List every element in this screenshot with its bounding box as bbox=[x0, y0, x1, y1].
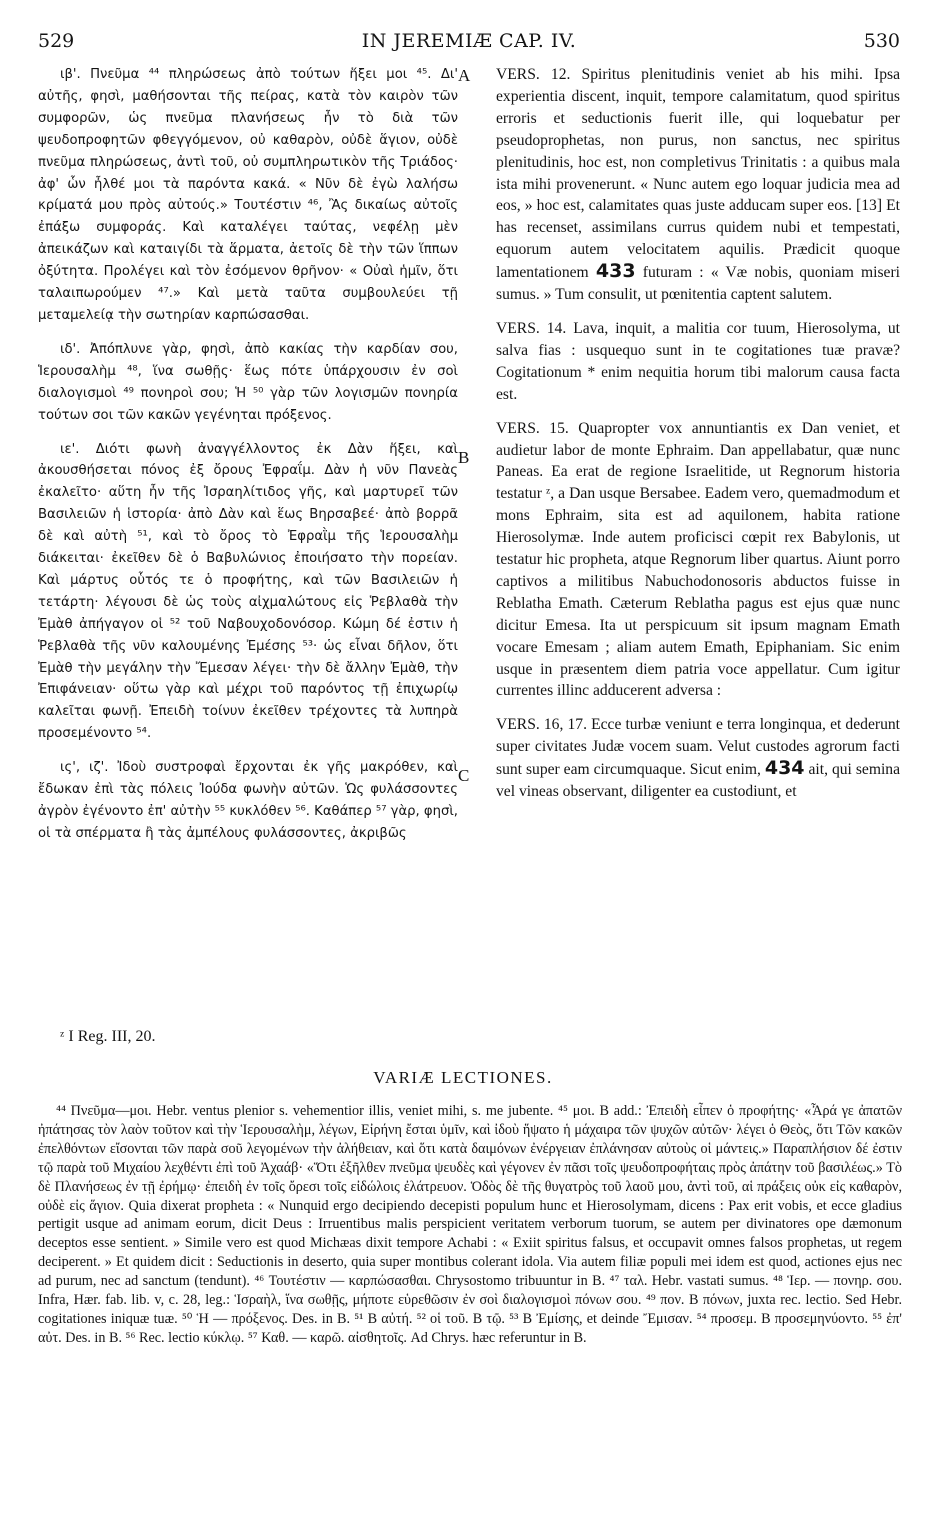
latin-paragraph bbox=[496, 64, 900, 306]
page-number-left: 529 bbox=[38, 30, 75, 52]
margin-letter-a: A bbox=[458, 66, 471, 85]
variae-text: ⁴⁴ Πνεῦμα—μοι. Hebr. ventus plenior s. vehementior illis, veniet mihi, s. me jubente. ⁴⁵ μοι. B add.: Ἐπειδὴ εἶπεν ὁ προφήτης· «Ἆρά γε ἀπατῶν ἠπάτησας τὸν λαὸν τοῦτον καὶ τὴν Ἱερουσαλὴμ, λέγων, Εἰρήνη ἔσται ὑμῖν, καὶ ἰδοὺ ἥψατο ἡ μάχαιρα τῶν ψυχῶν αὐτῶν· λέγει ὁ Θεὸς, ὅτι Τῶν κακῶν ἐπελθόντων εἴσονται τῶν παρὰ σοῦ λεγομένων τὴν ἀλήθειαν, καὶ ὅτι κατὰ δαιμόνων ἐνέργειαν ἐπλάνησαν αὐτοὺς οἱ μάντεις.» Παραπλήσιον δέ ἐστιν τῷ παρὰ τοῦ Μιχαίου λεχθέντι ἐπὶ τοῦ Ἀχαάβ· «Ὅτι ἐξῆλθεν πνεῦμα ψευδὲς καὶ γέγονεν ἐν πᾶσι τοῖς ψευδοπροφήταις πρὸς ἀπάτην τοῦ βασιλέως.» Τὸ δὲ Πλανήσεως ἐν τῇ ἐρήμῳ· ἐπειδὴ ἐν τοῖς ὄρεσι τοῖς εἰδώλοις ἐλάτρευον. Ὁδὸς δὲ τῆς θυγατρὸς τοῦ λαοῦ μου, ἀντὶ τοῦ, αἱ πράξεις οὐκ εἰς καθαρὸν, οὐδὲ εἰς ἅγιον. Quia dixerat propheta : « Nunquid ergo decipiendo decepisti populum hunc et Hierosolymam, dicens : Pax erit vobis, et ecce gladius pertigit usque ad animam eorum, dicit Deus : Irruentibus malis perspicient veritatem verborum tuorum, se autem per divinatores ope dæmonum deceptos esse sentient. » Simile vero est quod Michæas dixit tempore Achabi : « Exiit spiritus falsus, et occupavit omnes falsos prophetas, ut regem deciperent. » Et quidem dicit : Seductionis in deserto, quia super montibus colerant idola. Via autem filiæ populi mei idem est quod, actiones ejus nec ad purum, nec ad sanctum (tendunt). ⁴⁶ Τουτέστιν — καρπώσασθαι. Chrysostomo tribuuntur in B. ⁴⁷ ταλ. Hebr. vastati sumus. ⁴⁸ Ἱερ. — πονηρ. σου. Infra, Hær. fab. lib. v, c. 28, leg.: Ἱσραὴλ, ἵνα σωθῇς, μήποτε εὑρεθῶσιν ἐν σοὶ διαλογισμοὶ πόνων σου. ⁴⁹ πον. B πόνων, juxta rec. lectio. Sed Hebr. cogitationes iniquæ tuæ. ⁵⁰ Ἡ — πρόξενος. Des. in B. ⁵¹ B αὐτή. ⁵² οἱ τοῦ. B τῷ. ⁵³ B Ἐμίσης, et deinde Ἔμισαν. ⁵⁴ προσεμ. B προσεμηνύοντο. ⁵⁵ ἐπ' αὐτ. Des. in B. ⁵⁶ Rec. lectio κύκλῳ. ⁵⁷ Καθ. — καρῶ. αἰσθητοῖς. Ad Chrys. hæc referuntur in B. bbox=[38, 1103, 902, 1346]
margin-letter-c: C bbox=[458, 766, 470, 785]
greek-paragraph: ιε'. Διότι φωνὴ ἀναγγέλλοντος ἐκ Δὰν ἥξει, καὶ ἀκουσθήσεται πόνος ἐξ ὄρους Ἐφραΐμ. Δὰν ἡ νῦν Πανεὰς ἐκαλεῖτο· αὕτη ἦν τῆς Ἰσραηλίτιδος γῆς, καὶ μαρτυρεῖ τῶν Βασιλειῶν ἡ ἱστορία· ἀπὸ Δὰν καὶ ἕως Βηρσαβεέ· ἀπὸ βορρᾶ δὲ καὶ αὐτὴ ⁵¹, καὶ τὸ ὄρος τὸ Ἐφραῒμ τῆς Ἱερουσαλὴμ διάκειται· ἐκεῖθεν δὲ ὁ Βαβυλώνιος ἐποιήσατο τὴν πορείαν. Καὶ μάρτυς οὗτός τε ὁ προφήτης, καὶ τῶν Βασιλειῶν ἡ τετάρτη· λέγουσι δὲ ὡς τοὺς αἰχμαλώτους εἰς Ῥεβλαθὰ τὴν Ἐμὰθ ἀπήγαγον οἱ ⁵² τοῦ Ναβουχοδονόσορ. Κώμη δέ ἐστιν ἡ Ῥεβλαθὰ τῆς νῦν καλουμένης Ἐμέσης ⁵³· ὡς εἶναι δῆλον, ὅτι Ἐμὰθ τὴν μεγάλην τὴν Ἔμεσαν λέγει· τὴν δὲ ἄλλην Ἐμὰθ, τὴν Ἐπιφάνειαν· οὕτω γὰρ καὶ μέχρι τοῦ παρόντος τῇ ἐπιχωρίῳ καλεῖται φωνῇ. Ἐπειδὴ τοίνυν ἐκεῖθεν τρέχοντες τὰ λυπηρὰ προσεμένοντο ⁵⁴. bbox=[38, 441, 458, 742]
variae-lectiones-title: VARIÆ LECTIONES. bbox=[373, 1068, 553, 1087]
greek-paragraph: ιβ'. Πνεῦμα ⁴⁴ πληρώσεως ἀπὸ τούτων ἥξει μοι ⁴⁵. Δι' αὐτῆς, φησὶ, μαθήσονται τῆς πείρας, κατὰ τὸν καιρὸν τῶν συμφορῶν, ὡς πνεῦμα πλανήσεως ἦν τὸ διὰ τῶν ψευδοπροφητῶν φθεγγόμενον, οὐ καθαρὸν, οὐδὲ ἅγιον, οὐδὲ πνεῦμα πληρώσεως, ἀντὶ τοῦ, οὐ συμπληρωτικὸν τῆς Τριάδος· ἀφ' ὧν ἦλθέ μοι τὰ παρόντα κακά. « Νῦν δὲ ἐγὼ λαλήσω κρίματά μου πρὸς αὐτούς.» Τουτέστιν ⁴⁶, Ἂς δικαίως αὐτοῖς ἐπάξω συμφοράς. Καὶ καταλέγει ταύτας, νεφέλῃ μὲν ἀπεικάζων καὶ καταιγίδι τὰ ἅρματα, ἀετοῖς δὲ τὴν τῶν ἵππων ὀξύτητα. Προλέγει καὶ τὸν ἐσόμενον θρῆνον· « Οὐαὶ ἡμῖν, ὅτι ταλαιπωρούμεν ⁴⁷.» Καὶ μετὰ ταῦτα συμβουλεύει τῇ μεταμελείᾳ τὴν σωτηρίαν καρπώσασθαι. bbox=[38, 67, 458, 323]
latin-paragraph: VERS. 14. Lava, inquit, a malitia cor tuum, Hierosolyma, ut salva fias : usquequo sunt in te cogitationes tuæ pravæ? Cogitationum * enim nequitia horum tibi malorum causa facta est. bbox=[496, 319, 900, 403]
running-title: IN JEREMIÆ CAP. IV. bbox=[361, 30, 577, 52]
margin-letter-b: B bbox=[458, 448, 470, 467]
latin-text: VERS. 16, 17. Ecce turbæ veniunt e terra longinqua, et dederunt super civitates Judæ vocem suam. Velut custodes agrorum facti sunt super eam circumquaque. Sicut enim, bbox=[496, 716, 900, 779]
greek-column bbox=[38, 64, 458, 845]
latin-text: VERS. 12. Spiritus plenitudinis veniet ab his mihi. Ipsa experientia discent, inquit, tempore calamitatum, quod spiritus erroris et seductionis fuerit ille, qui loquebatur per pseudoprophetas, non purus, non sanctus, nec spiritus plenitudinis, hoc est, non completivus Trinitatis : a quibus mala ista mihi provenerunt. « Nunc autem ego loquar judicia mea ad eos, » hoc est, calamitates quas juste adducam super eos. [13] Et has recenset, assimilans currus quidem nubi et tempestati, equorum autem velocitatem aquilis. Prædicit quoque lamentationem bbox=[496, 66, 900, 282]
variae-lectiones-body bbox=[38, 1102, 902, 1348]
latin-paragraph: VERS. 15. Quapropter vox annuntiantis ex Dan veniet, et audietur labor de monte Ephraim. Dan appellabatur, quæ nunc Paneas. Ea erat de regione Israelitide, ut Regnorum historia testatur ᶻ, a Dan usque Bersabee. Eadem vero, quemadmodum et mons Ephraim, sita est ad aquilonem, habita ratione Hierosolymæ. Inde autem proficisci cœpit rex Babylonis, ut testatur hic propheta, atque Regnorum liber quartus. Aiunt porro captivos a militibus Nabuchodonosoris abductos fuisse in Reblatha Emath. Cæterum Reblatha pagus est ejus quæ nunc dicitur Emesa. Ita ut perspicuum sit ipsum magnam Emath vocare Emesam ; aliam autem Emath, Epiphaniam. Sic enim usque in præsentem diem patria voce appellatur. Cum igitur currentes illinc adducerent adversa : bbox=[496, 419, 900, 700]
latin-text: futuram : « Væ nobis, quoniam miseri sumus. » Tum consulit, ut pœnitentia captent salutem. bbox=[496, 264, 900, 304]
column-number: 433 bbox=[595, 260, 636, 283]
footnote: ᶻ I Reg. III, 20. bbox=[60, 1028, 156, 1045]
greek-paragraph: ις', ιζ'. Ἰδοὺ συστροφαὶ ἔρχονται ἐκ γῆς μακρόθεν, καὶ ἔδωκαν ἐπὶ τὰς πόλεις Ἰούδα φωνὴν αὐτῶν. Ὡς φυλάσσοντες ἀγρὸν ἐγένοντο ἐπ' αὐτὴν ⁵⁵ κυκλόθεν ⁵⁶. Καθάπερ ⁵⁷ γὰρ, φησὶ, οἱ τὰ σπέρματα ἢ τὰς ἀμπέλους φυλάσσοντες, ἀκριβῶς bbox=[38, 760, 458, 841]
page-number-right: 530 bbox=[863, 30, 900, 52]
latin-paragraph bbox=[496, 714, 900, 803]
greek-paragraph: ιδ'. Ἀπόπλυνε γὰρ, φησὶ, ἀπὸ κακίας τὴν καρδίαν σου, Ἱερουσαλὴμ ⁴⁸, ἵνα σωθῇς· ἕως πότε ὑπάρχουσιν ἐν σοὶ διαλογισμοὶ ⁴⁹ πονηροὶ σου; Ἡ ⁵⁰ γὰρ τῶν λογισμῶν πονηρία τούτων σοι τῶν κακῶν γεγένηται πρόξενος. bbox=[38, 341, 458, 423]
page-header bbox=[38, 30, 900, 58]
column-number: 434 bbox=[764, 757, 805, 780]
latin-text: ait, qui semina vel vineas observant, diligenter ea custodiunt, et bbox=[496, 761, 900, 801]
latin-column bbox=[496, 64, 900, 815]
